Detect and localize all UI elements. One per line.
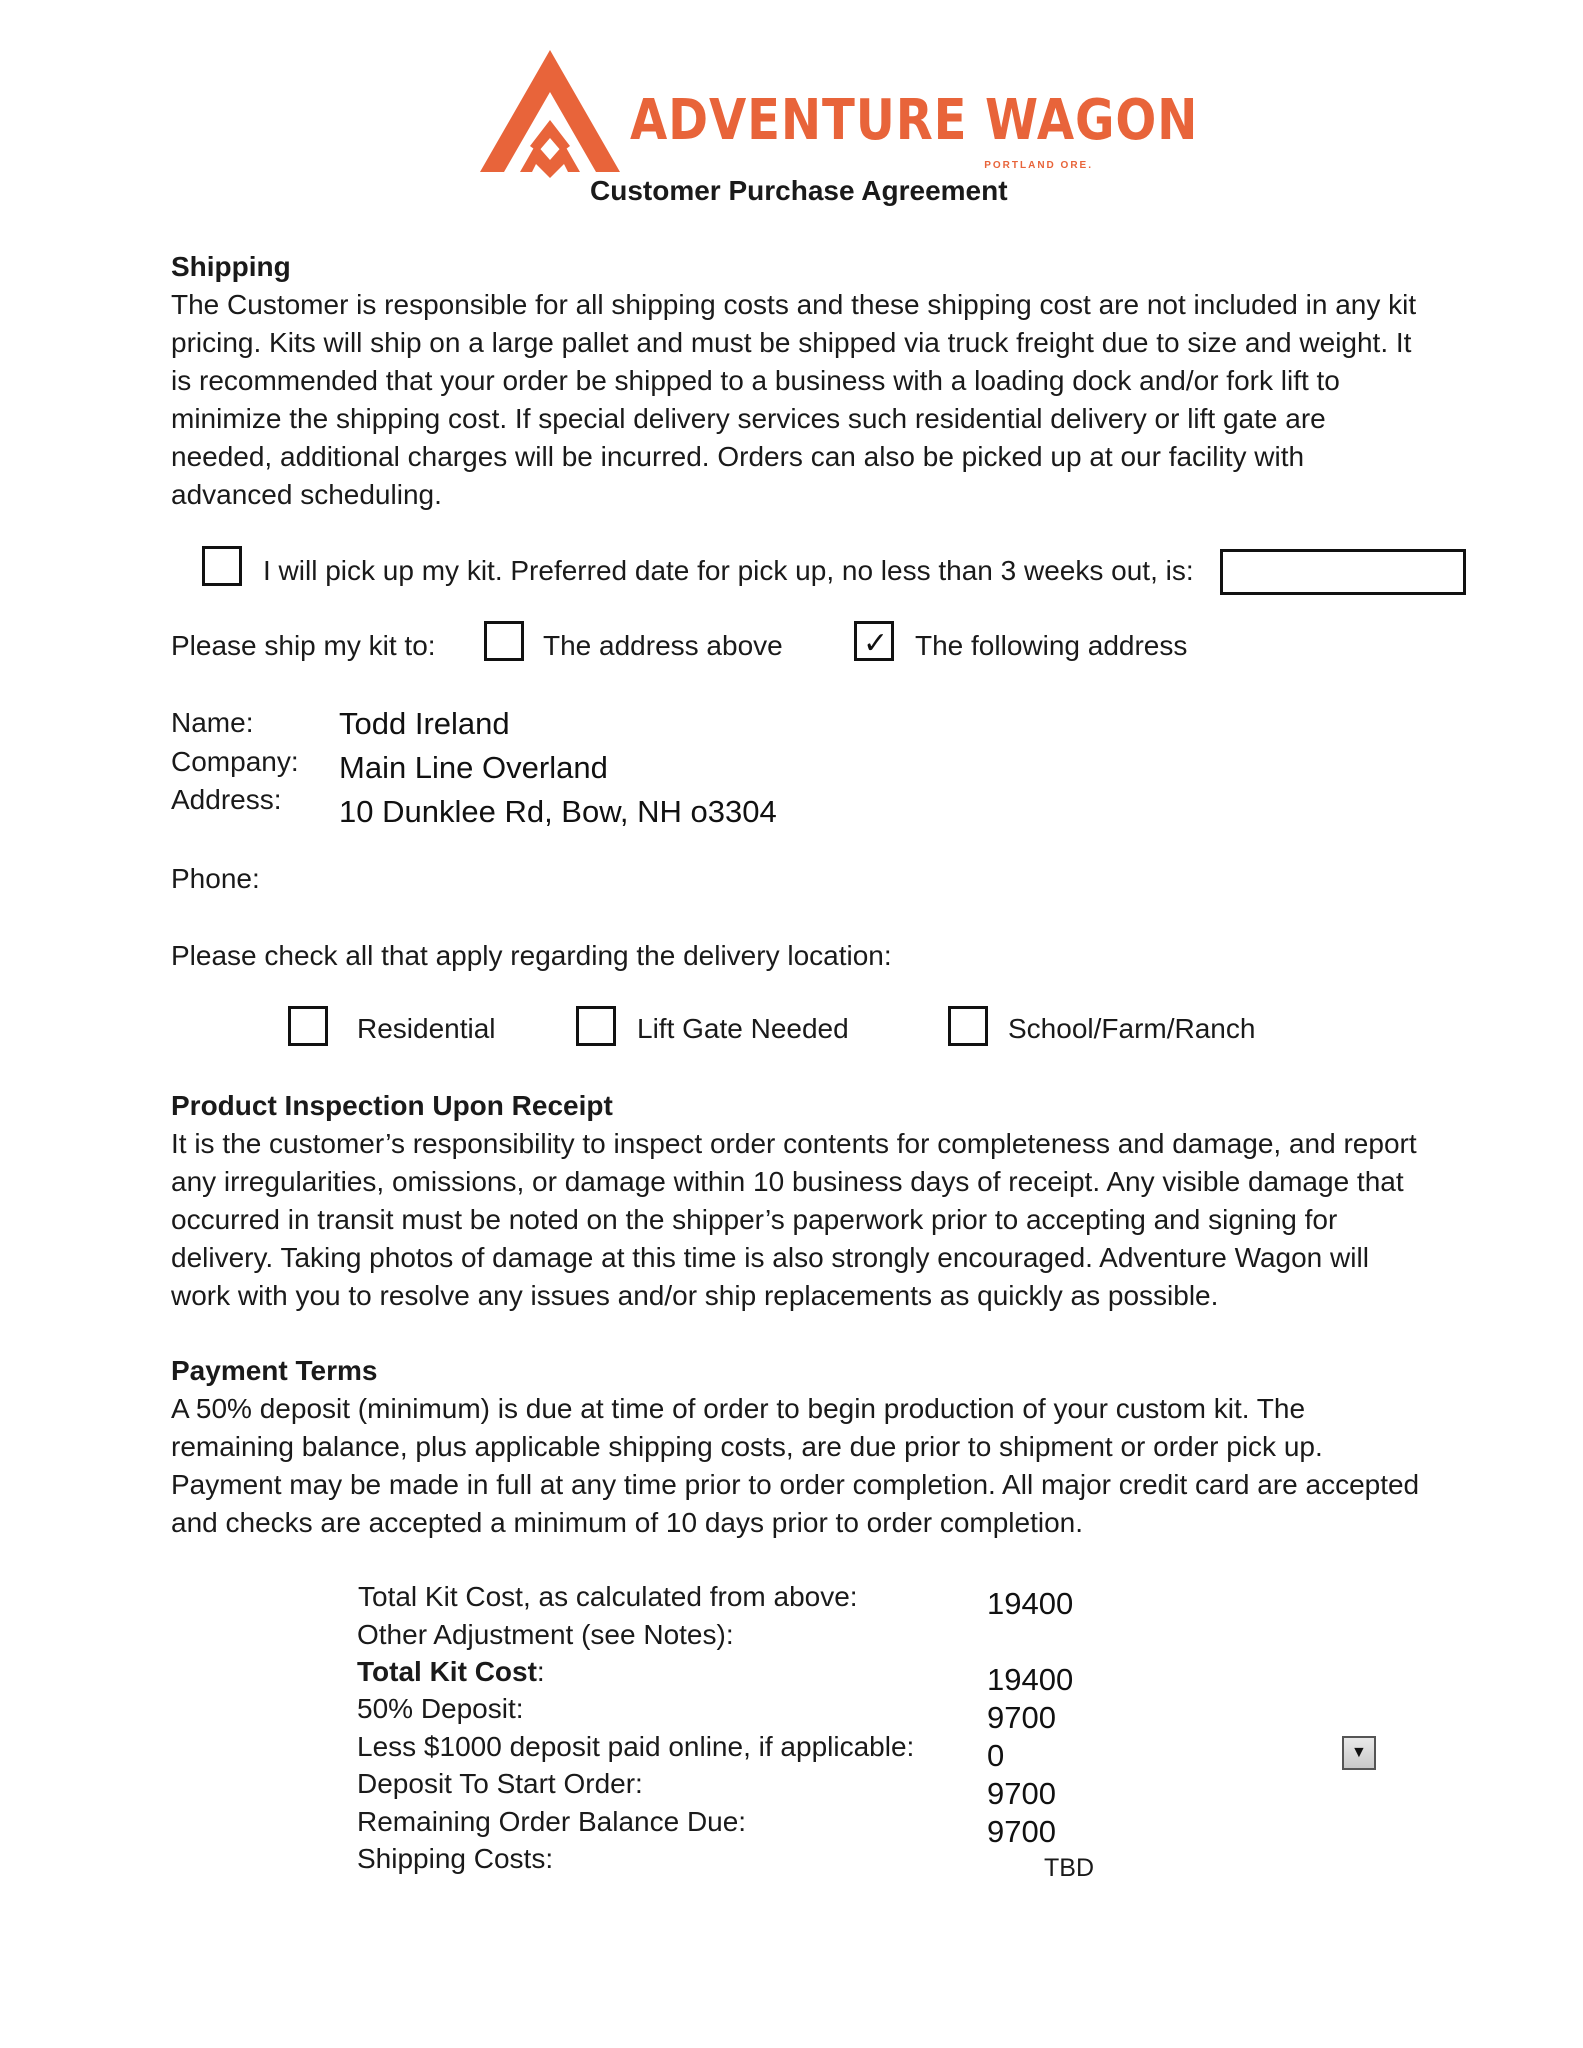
inspection-heading: Product Inspection Upon Receipt	[171, 1090, 613, 1121]
cost-row-value[interactable]: 0	[987, 1738, 1005, 1773]
mountain-logo-icon	[478, 48, 628, 178]
name-field[interactable]: Todd Ireland	[339, 706, 510, 741]
cost-row-value[interactable]: 9700	[987, 1814, 1056, 1849]
pickup-checkbox[interactable]	[202, 546, 242, 586]
chevron-down-icon: ▼	[1351, 1744, 1367, 1761]
ship-to-label: Please ship my kit to:	[171, 630, 436, 661]
brand-name: ADVENTURE WAGON	[630, 88, 1199, 153]
cost-row-label: Remaining Order Balance Due:	[357, 1806, 747, 1837]
total-kit-cost-label	[357, 1653, 545, 1691]
cost-row-value[interactable]: 9700	[987, 1700, 1056, 1735]
inspection-body: It is the customer’s responsibility to inspect order contents for completeness and damage, and report any irregularities, omissions, or damage within 10 business days of receipt. Any visible damage that occurred in transit must be noted on the shipper’s paperwork prior to accepting and signing for delivery. Taking photos of damage at this time is also strongly encouraged. Adventure Wagon will work with you to resolve any issues and/or ship replacements as quickly as possible.	[171, 1128, 1417, 1311]
school-farm-ranch-checkbox[interactable]	[948, 1006, 988, 1046]
company-field[interactable]: Main Line Overland	[339, 750, 608, 785]
name-label: Name:	[171, 707, 254, 738]
ship-following-address-checkbox[interactable]	[854, 621, 894, 661]
shipping-heading: Shipping	[171, 251, 291, 282]
checkmark-icon: ✓	[863, 627, 889, 660]
cost-row-value[interactable]: 19400	[987, 1586, 1074, 1621]
residential-checkbox[interactable]	[288, 1006, 328, 1046]
brand-logo	[478, 48, 1199, 178]
deposit-dropdown[interactable]	[1342, 1736, 1376, 1770]
phone-label: Phone:	[171, 863, 260, 894]
payment-body: A 50% deposit (minimum) is due at time of order to begin production of your custom kit. The remaining balance, plus applicable shipping costs, are due prior to shipment or order pick up. Payment may be made in full at any time prior to order completion. All major credit card are accepted and checks are accepted a minimum of 10 days prior to order completion.	[171, 1393, 1420, 1538]
ship-address-above-checkbox[interactable]	[484, 621, 524, 661]
school-farm-ranch-label: School/Farm/Ranch	[1008, 1013, 1256, 1044]
delivery-prompt: Please check all that apply regarding the delivery location:	[171, 940, 892, 971]
lift-gate-checkbox[interactable]	[576, 1006, 616, 1046]
cost-row-label: Deposit To Start Order:	[357, 1768, 643, 1799]
company-label: Company:	[171, 746, 299, 777]
cost-row-value[interactable]: 19400	[987, 1662, 1074, 1697]
page-title: Customer Purchase Agreement	[590, 175, 1008, 206]
address-label: Address:	[171, 784, 282, 815]
ship-address-above-label: The address above	[543, 630, 783, 661]
cost-row-label: Less $1000 deposit paid online, if applicable:	[357, 1731, 915, 1762]
cost-row-label-suffix: :	[536, 1656, 545, 1687]
payment-heading: Payment Terms	[171, 1355, 378, 1386]
cost-row-label: 50% Deposit:	[357, 1693, 524, 1724]
pickup-label: I will pick up my kit. Preferred date for pick up, no less than 3 weeks out, is:	[263, 555, 1194, 586]
cost-row-label: Other Adjustment (see Notes):	[357, 1619, 734, 1650]
cost-row-label: Total Kit Cost, as calculated from above:	[358, 1581, 858, 1612]
cost-row-label: Total Kit Cost	[357, 1656, 537, 1687]
shipping-body: The Customer is responsible for all shipping costs and these shipping cost are not included in any kit pricing. Kits will ship on a large pallet and must be shipped via truck freight due to size and weight. It is recommended that your order be shipped to a business with a loading dock and/or fork lift to minimize the shipping cost. If special delivery services such residential delivery or lift gate are needed, additional charges will be incurred. Orders can also be picked up at our facility with advanced scheduling.	[171, 289, 1417, 510]
residential-label: Residential	[357, 1013, 496, 1044]
cost-row-label: Shipping Costs:	[357, 1843, 554, 1874]
cost-row-value[interactable]: 9700	[987, 1776, 1056, 1811]
pickup-date-input[interactable]	[1220, 549, 1466, 595]
lift-gate-label: Lift Gate Needed	[637, 1013, 849, 1044]
brand-location: PORTLAND ORE.	[984, 160, 1093, 171]
address-field[interactable]: 10 Dunklee Rd, Bow, NH o3304	[339, 794, 777, 829]
shipping-cost-value[interactable]: TBD	[1044, 1854, 1094, 1882]
ship-following-address-label: The following address	[915, 630, 1188, 661]
